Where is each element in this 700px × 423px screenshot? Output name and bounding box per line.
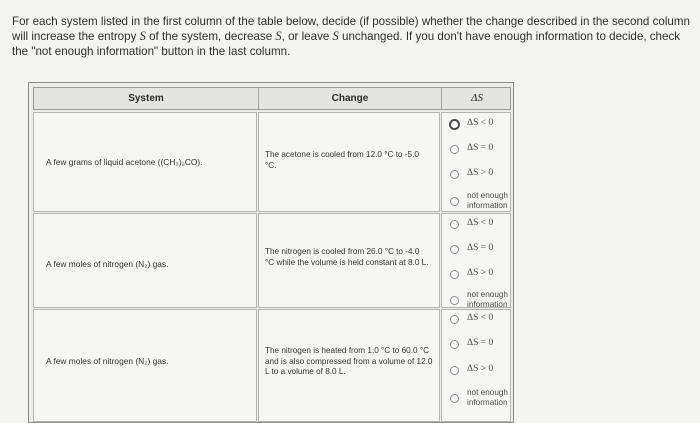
radio-button[interactable] [450, 366, 459, 375]
option-label: ΔS < 0 [467, 313, 494, 323]
option-label: ΔS = 0 [467, 338, 494, 348]
instructions-part: , or leave [281, 30, 333, 43]
change-text: The acetone is cooled from 12.0 °C to -5.0 °C. [265, 150, 419, 170]
options-cell [441, 309, 511, 422]
header-system: System [128, 93, 164, 104]
radio-button[interactable] [450, 394, 459, 403]
instructions-part: unchanged. If you don't have enough information to decide, check the "not enough information" button in the last column. [12, 30, 681, 58]
option-label: ΔS > 0 [467, 268, 494, 278]
option-label: ΔS < 0 [467, 218, 494, 228]
entropy-symbol: S [139, 29, 146, 43]
system-cell [33, 112, 257, 212]
system-text: A few grams of liquid acetone ((CH₃)₂CO). [46, 157, 203, 167]
instructions-part: For each system listed in the first column of the table below, decide (if possible) whether the change described in the second column will increase the entropy [12, 15, 690, 43]
system-cell [33, 213, 257, 308]
change-cell [258, 213, 440, 308]
option-label: not enough information [467, 290, 508, 309]
radio-button[interactable] [450, 145, 459, 154]
radio-button[interactable] [450, 245, 459, 254]
entropy-symbol: S [332, 29, 339, 43]
header-delta-s: ΔS [471, 92, 483, 104]
radio-button[interactable] [450, 220, 459, 229]
change-cell [258, 112, 440, 212]
table-header [33, 87, 511, 110]
header-change: Change [331, 93, 369, 104]
change-text: The nitrogen is cooled from 26.0 °C to -4.0 °C while the volume is held constant at 8.0 L. [265, 247, 429, 267]
system-text: A few moles of nitrogen (N₂) gas. [46, 356, 169, 366]
radio-button-selected[interactable] [449, 119, 460, 130]
options-cell [441, 112, 511, 212]
radio-button[interactable] [450, 340, 459, 349]
option-label: not enough information [467, 388, 508, 407]
option-label: ΔS = 0 [467, 143, 494, 153]
change-cell [258, 309, 440, 422]
option-label: not enough information [467, 191, 508, 210]
radio-button[interactable] [450, 197, 459, 206]
entropy-symbol: S [275, 29, 282, 43]
instructions-text [12, 14, 692, 59]
option-label: ΔS > 0 [467, 168, 494, 178]
system-cell [33, 309, 257, 422]
radio-button[interactable] [450, 315, 459, 324]
option-label: ΔS < 0 [467, 118, 494, 128]
options-cell [441, 213, 511, 308]
entropy-table [28, 82, 514, 423]
option-label: ΔS = 0 [467, 243, 494, 253]
radio-button[interactable] [450, 170, 459, 179]
change-text: The nitrogen is heated from 1.0 °C to 60.0 °C and is also compressed from a volume of 12.0 L to a volume of 8.0 L. [265, 346, 433, 376]
system-text: A few moles of nitrogen (N₂) gas. [46, 259, 169, 269]
instructions-part: of the system, decrease [145, 30, 276, 43]
option-label: ΔS > 0 [467, 364, 494, 374]
radio-button[interactable] [450, 270, 459, 279]
radio-button[interactable] [450, 296, 459, 305]
